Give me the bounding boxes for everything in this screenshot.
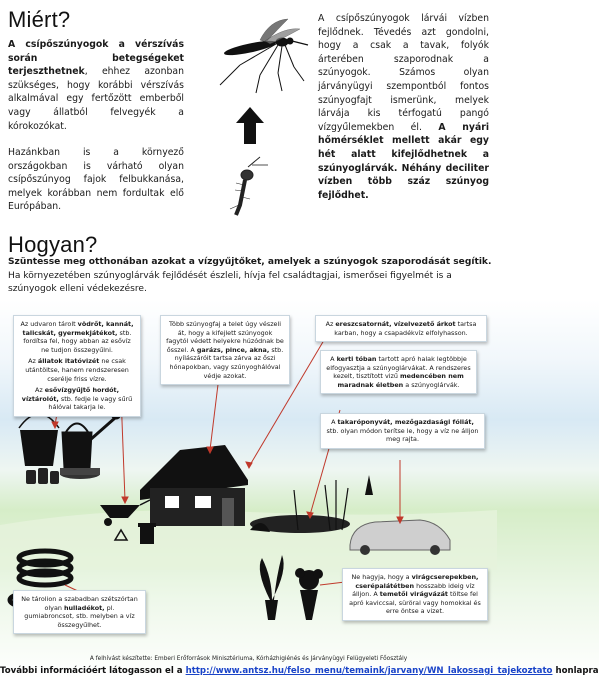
footer-link[interactable]: http://www.antsz.hu/felso_menu/temaink/jarvany/WN_lakossagi_tajekoztato bbox=[185, 666, 553, 676]
how-lead-bold: Szüntesse meg otthonában azokat a vízgyűjtőket, amelyek a szúnyogok szaporodását segítik. bbox=[8, 257, 492, 267]
info-box-pond: A kerti tóban tartott apró halak legtöbbje elfogyasztja a szúnyoglárvákat. A rendszeres kezelt, tisztított vizű medencében nem maradnak életben a szúnyoglárvák. bbox=[320, 350, 477, 394]
yard-item-water-troughs: Az állatok itatóvizét ne csak utántöltse, hanem rendszeresen cserélje friss vízre. bbox=[25, 357, 129, 383]
yard-item-rain-barrels: Az esővízgyűjtő hordót, víztárolót, stb. fedje le vagy sűrű hálóval takarja le. bbox=[21, 386, 133, 412]
watering-can-icon bbox=[62, 413, 120, 468]
arrow-up-icon bbox=[236, 107, 264, 144]
why-paragraph-1-rest: , ehhez azonban szükséges, hogy korábbi vérszívás alkalmával egy fertőzött emberből vagy állatból felvegyék a kórokozókat. bbox=[8, 66, 184, 132]
why-paragraph-2: Hazánkban is a környező országokban is várható olyan csípőszúnyog fajok felbukkanása, melyek korábban nem fordultak elő Európában. bbox=[8, 147, 184, 213]
feeding-bowl-icon bbox=[60, 468, 100, 479]
mosquito-icon bbox=[220, 19, 308, 93]
footer-suffix: honlapra bbox=[555, 666, 599, 676]
how-lead bbox=[8, 256, 493, 297]
section-title-why: Miért? bbox=[8, 7, 71, 32]
info-box-tires: Ne tárolion a szabadban szétszórtan olyan hulladékot, pl. gumiabroncsot, stb. melyben a víz összegyűlhet. bbox=[13, 590, 146, 634]
why-right-plain: A csípőszúnyogok lárvái vízben fejlődnek. Tévedés azt gondolni, hogy a csak a tavak, folyók árterében szaporodnak a szúnyogok. Számos olyan járványügyi szempontból fontos szúnyogfajt ismerünk, melyek lárvája kis térfogatú pangó vízgyűlemekben él. bbox=[318, 13, 489, 133]
yard-item-containers: Az udvaron tárolt vödrőt, kannát, talicskát, gyermekjátékot, stb. fordítsa fel, hogy abban az esővíz ne tudjon összegyűlni. bbox=[20, 320, 134, 354]
footer-credit: A felhívást készítette: Emberi Erőforrások Minisztériuma, Kórházhigiénés és Járványügyi Felügyeleti Főosztály bbox=[89, 656, 408, 662]
larva-icon bbox=[230, 157, 268, 215]
covered-car-icon bbox=[350, 520, 450, 555]
why-paragraph-1-lead: A csípőszúnyogok a vérszívás során betegségeket terjeszthetnek bbox=[8, 39, 184, 78]
house-icon bbox=[140, 445, 248, 526]
info-box-gutter: Az ereszcsatornát, vízelvezető árkot tartsa karban, hogy a csapadékvíz elfolyhasson. bbox=[315, 315, 487, 342]
why-paragraph-1 bbox=[8, 38, 184, 133]
mosquito-lifecycle-illustration bbox=[190, 15, 310, 220]
info-box-yard bbox=[13, 315, 141, 417]
jugs-icon bbox=[26, 468, 59, 484]
section-title-how: Hogyan? bbox=[8, 232, 98, 257]
info-box-vases: Ne hagyja, hogy a virágcserepekben, cserépalátétben hosszabb ideig víz álljon. A temetői virágvázát töltse fel apró kaviccsal, süröral vagy homokkal és erre öntse a vizet. bbox=[342, 568, 488, 621]
how-lead-plain: Ha környezetében szúnyoglárvák fejlődését észleli, hívja fel családtagjai, ismerősei figyelmét is a szúnyogok elleni védekezésre. bbox=[8, 270, 452, 295]
why-right-bold: A nyári hőmérséklet mellett akár egy hét alatt kifejlődhetnek a szúnyoglárvák. Néhány deciliter vízben több száz szúnyog fejlődhet. bbox=[318, 121, 490, 201]
info-box-cover: A takaróponyvát, mezőgazdasági fóliát, stb. olyan módon terítse le, hogy a víz ne álljon meg rajta. bbox=[320, 413, 485, 449]
footer-more-info bbox=[0, 666, 599, 676]
info-box-cellar: Több szúnyogfaj a telet úgy vészeli át, hogy a kifejlett szúnyogok fagytól védett helyekre húzódnak be ősszel. A garázs, pince, akna, stb. nyílászáróit tartsa zárva az őszi hónapokban, vagy szúnyoghálóval védje azokat. bbox=[160, 315, 290, 385]
footer-more-info-text: További információért látogasson el a bbox=[0, 666, 183, 676]
why-paragraph-right bbox=[318, 12, 489, 202]
trash-bin-icon bbox=[138, 523, 156, 544]
flower-vase-icon bbox=[295, 568, 323, 620]
